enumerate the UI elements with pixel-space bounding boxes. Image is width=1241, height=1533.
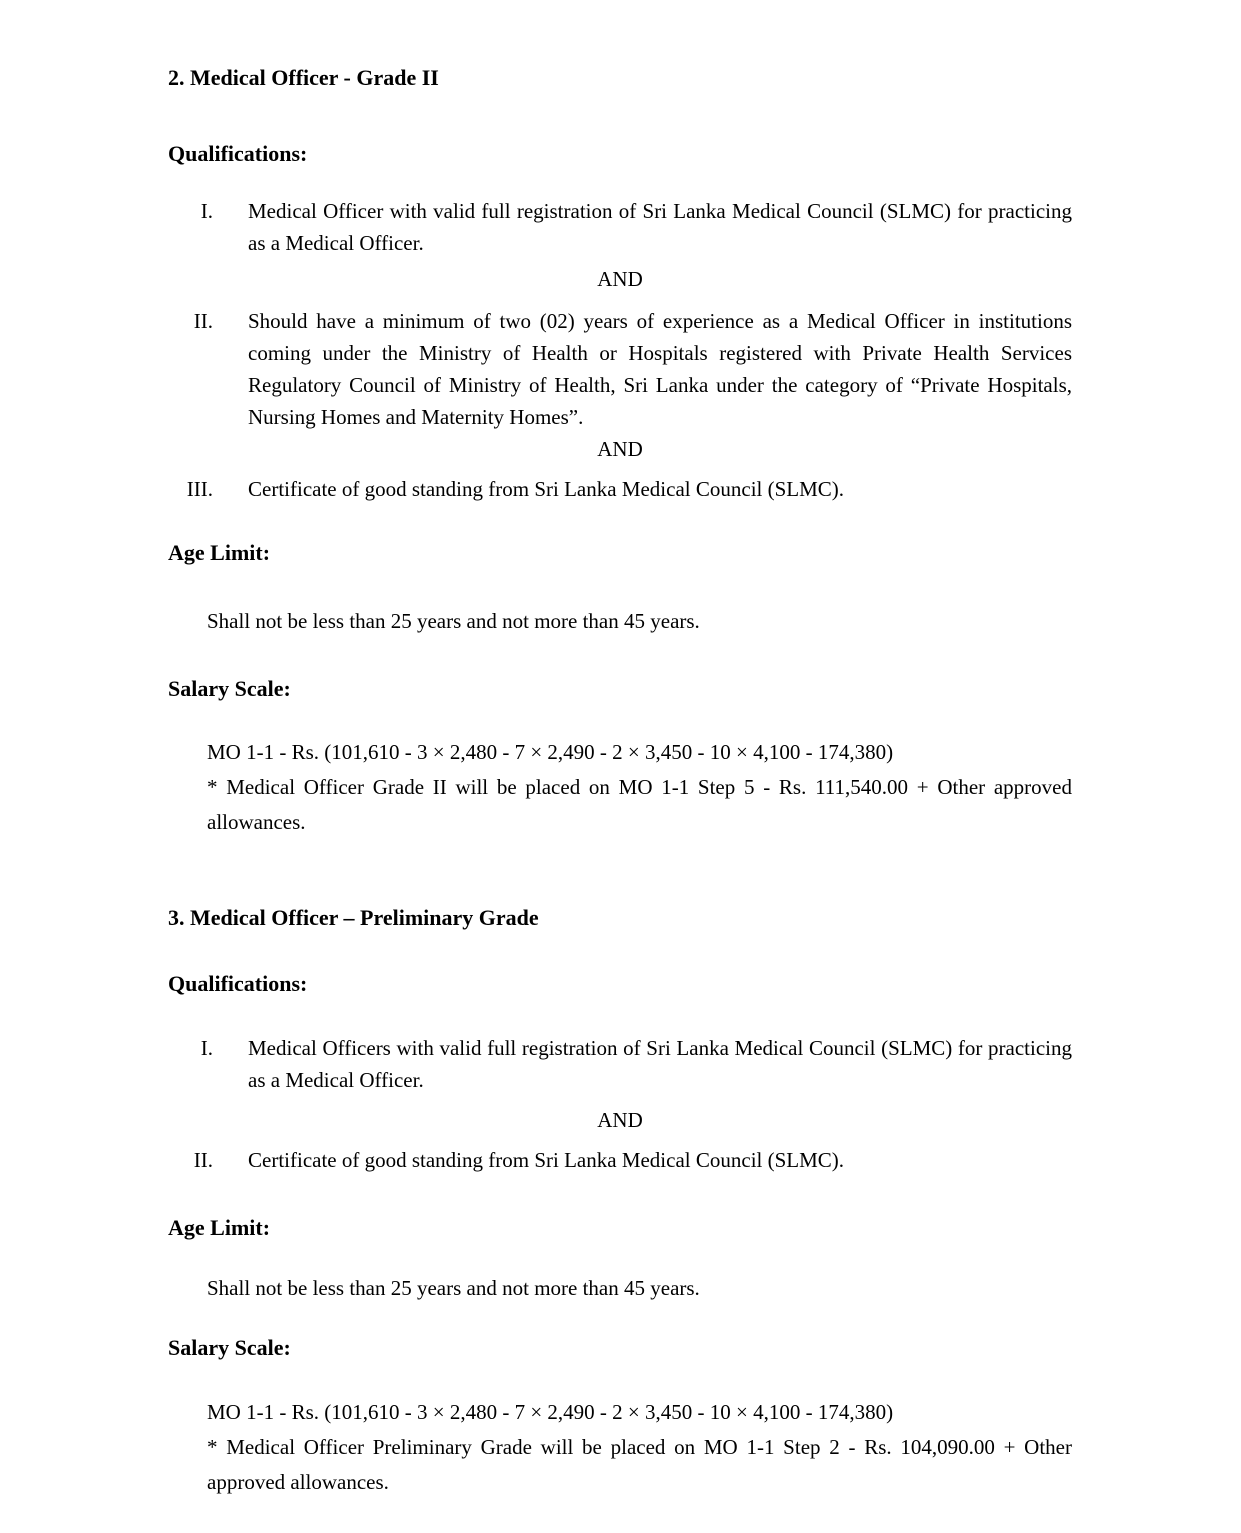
item-text: Certificate of good standing from Sri Lanka Medical Council (SLMC). bbox=[248, 1148, 845, 1172]
item-numeral: II. bbox=[193, 1148, 213, 1172]
section-heading: 2. Medical Officer - Grade II bbox=[168, 65, 439, 90]
age-limit-text: Shall not be less than 25 years and not more than 45 years. bbox=[207, 1276, 700, 1300]
item-numeral: III. bbox=[186, 477, 213, 501]
salary-scale-block bbox=[207, 1395, 1072, 1500]
section-heading: 3. Medical Officer – Preliminary Grade bbox=[168, 905, 539, 930]
qualification-item bbox=[168, 195, 1072, 259]
and-connector: AND bbox=[597, 1108, 643, 1132]
salary-note: * Medical Officer Preliminary Grade will be placed on MO 1-1 Step 2 - Rs. 104,090.00 + Other approved allowances. bbox=[207, 1435, 1072, 1494]
qualification-item bbox=[168, 305, 1072, 433]
salary-scale-label: Salary Scale: bbox=[168, 676, 291, 701]
age-limit-label: Age Limit: bbox=[168, 1215, 271, 1240]
item-text: Should have a minimum of two (02) years of experience as a Medical Officer in institutions coming under the Ministry of Health or Hospitals registered with Private Health Services Regulatory Council of Ministry of Health, Sri Lanka under the category of “Private Hospitals, Nursing Homes and Maternity Homes”. bbox=[248, 309, 1072, 429]
and-connector: AND bbox=[597, 267, 643, 291]
salary-scale-line: MO 1-1 - Rs. (101,610 - 3 × 2,480 - 7 × 2,490 - 2 × 3,450 - 10 × 4,100 - 174,380) bbox=[207, 740, 894, 764]
qualifications-label: Qualifications: bbox=[168, 141, 308, 166]
item-text: Medical Officers with valid full registration of Sri Lanka Medical Council (SLMC) for practicing as a Medical Officer. bbox=[248, 1036, 1072, 1092]
section-medical-officer-grade-2 bbox=[168, 62, 1072, 840]
item-numeral: II. bbox=[193, 309, 213, 333]
item-numeral: I. bbox=[200, 199, 213, 223]
and-connector: AND bbox=[597, 437, 643, 461]
qualification-item bbox=[168, 1144, 1072, 1176]
item-numeral: I. bbox=[200, 1036, 213, 1060]
qualifications-label: Qualifications: bbox=[168, 971, 308, 996]
salary-note: * Medical Officer Grade II will be placed on MO 1-1 Step 5 - Rs. 111,540.00 + Other approved allowances. bbox=[207, 775, 1072, 834]
salary-scale-label: Salary Scale: bbox=[168, 1335, 291, 1360]
salary-scale-block bbox=[207, 735, 1072, 840]
salary-scale-line: MO 1-1 - Rs. (101,610 - 3 × 2,480 - 7 × 2,490 - 2 × 3,450 - 10 × 4,100 - 174,380) bbox=[207, 1400, 894, 1424]
qualification-item bbox=[168, 473, 1072, 505]
section-medical-officer-preliminary-grade bbox=[168, 902, 1072, 1500]
age-limit-text: Shall not be less than 25 years and not more than 45 years. bbox=[207, 609, 700, 633]
item-text: Medical Officer with valid full registration of Sri Lanka Medical Council (SLMC) for practicing as a Medical Officer. bbox=[248, 199, 1072, 255]
age-limit-label: Age Limit: bbox=[168, 540, 271, 565]
item-text: Certificate of good standing from Sri Lanka Medical Council (SLMC). bbox=[248, 477, 845, 501]
qualification-item bbox=[168, 1032, 1072, 1096]
